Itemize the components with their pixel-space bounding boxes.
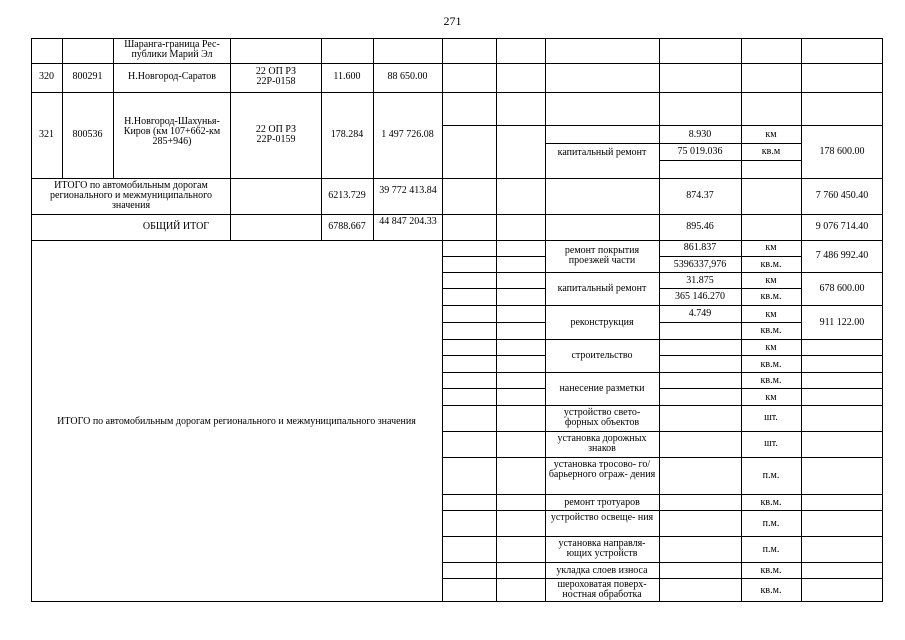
- work-unit-2: кв.м.: [760, 359, 782, 370]
- grand-total-value: 44 847 204.33: [379, 216, 437, 227]
- work-unit-2: кв.м.: [760, 259, 782, 270]
- cont-road-name: Шаранга-граница Рес- публики Марий Эл: [124, 39, 220, 60]
- work-unit-2: км: [765, 392, 777, 403]
- row-321-length: 178.284: [330, 129, 364, 140]
- summary-label: ИТОГО по автомобильным дорогам регионального и межмуниципального значения: [57, 416, 416, 427]
- work-qty-1: 4.749: [688, 308, 712, 319]
- row-321-work: капитальный ремонт: [557, 147, 647, 158]
- subtotal-qty: 874.37: [686, 190, 714, 201]
- work-name: установка дорожных знаков: [557, 433, 647, 454]
- work-name: установка направля- ющих устройств: [558, 538, 646, 559]
- work-name: строительство: [571, 350, 633, 361]
- work-name: нанесение разметки: [559, 383, 645, 394]
- row-321-no: 321: [39, 129, 54, 140]
- row-320-length: 11.600: [333, 71, 361, 82]
- row-321-unit-sqm: кв.м: [761, 146, 781, 157]
- row-320-value: 88 650.00: [387, 71, 428, 82]
- work-name: укладка слоев износа: [556, 565, 648, 576]
- work-unit: п.м.: [762, 518, 780, 529]
- work-unit-1: кв.м.: [760, 375, 782, 386]
- page-number: 271: [443, 14, 462, 28]
- row-321-unit-km: км: [765, 129, 777, 140]
- row-321-qty-km: 8.930: [688, 129, 712, 140]
- row-321-cost: 178 600.00: [819, 146, 865, 157]
- work-qty-1: 861.837: [683, 242, 717, 253]
- work-unit-1: км: [765, 309, 777, 320]
- work-name: устройство освеще- ния: [550, 512, 654, 523]
- work-unit: шт.: [764, 412, 778, 423]
- grand-total-length: 6788.667: [328, 221, 366, 232]
- subtotal-value: 39 772 413.84: [379, 185, 437, 196]
- subtotal-length: 6213.729: [328, 190, 366, 201]
- work-unit-1: км: [765, 242, 777, 253]
- work-cost: 7 486 992.40: [815, 250, 869, 261]
- row-321-code: 800536: [72, 129, 103, 140]
- work-cost: 678 600.00: [819, 283, 865, 294]
- row-320-name: Н.Новгород-Саратов: [128, 71, 216, 82]
- work-unit-1: км: [765, 342, 777, 353]
- work-name: шероховатая поверх- ностная обработка: [557, 579, 647, 600]
- work-name: устройство свето- форных объектов: [563, 407, 641, 428]
- work-unit: кв.м.: [760, 497, 782, 508]
- work-unit-2: кв.м.: [760, 291, 782, 302]
- work-name: ремонт покрытия проезжей части: [564, 245, 640, 266]
- grand-total-cost: 9 076 714.40: [815, 221, 869, 232]
- work-qty-2: 365 146.270: [675, 291, 725, 302]
- work-qty-1: 31.875: [686, 275, 714, 286]
- row-321-qty-sqm: 75 019.036: [677, 146, 723, 157]
- row-321-road-id: 22 ОП РЗ 22Р-0159: [255, 124, 297, 145]
- work-unit: кв.м.: [760, 565, 782, 576]
- row-321-name: Н.Новгород-Шахунья-Киров (км 107+662-км 285+946): [123, 116, 221, 147]
- row-320-road-id: 22 ОП РЗ 22Р-0158: [255, 66, 297, 87]
- work-unit: кв.м.: [760, 585, 782, 596]
- row-320-code: 800291: [72, 71, 103, 82]
- row-321-value: 1 497 726.08: [381, 129, 434, 140]
- work-name: капитальный ремонт: [557, 283, 647, 294]
- row-320-no: 320: [39, 71, 54, 82]
- work-unit: п.м.: [762, 544, 780, 555]
- work-name: ремонт тротуаров: [564, 497, 640, 508]
- grand-total-qty: 895.46: [686, 221, 714, 232]
- work-unit-1: км: [765, 275, 777, 286]
- work-cost: 911 122.00: [819, 317, 865, 328]
- subtotal-cost: 7 760 450.40: [815, 190, 869, 201]
- work-qty-2: 5396337,976: [673, 259, 727, 270]
- work-unit: шт.: [764, 438, 778, 449]
- subtotal-label: ИТОГО по автомобильным дорогам регионального и межмуниципального значения: [50, 180, 212, 211]
- work-unit: п.м.: [762, 470, 780, 481]
- work-name: установка тросово- го/барьерного ограж- дения: [548, 459, 656, 480]
- grand-total-label: ОБЩИЙ ИТОГ: [142, 221, 210, 232]
- work-name: реконструкция: [570, 317, 634, 328]
- work-unit-2: кв.м.: [760, 325, 782, 336]
